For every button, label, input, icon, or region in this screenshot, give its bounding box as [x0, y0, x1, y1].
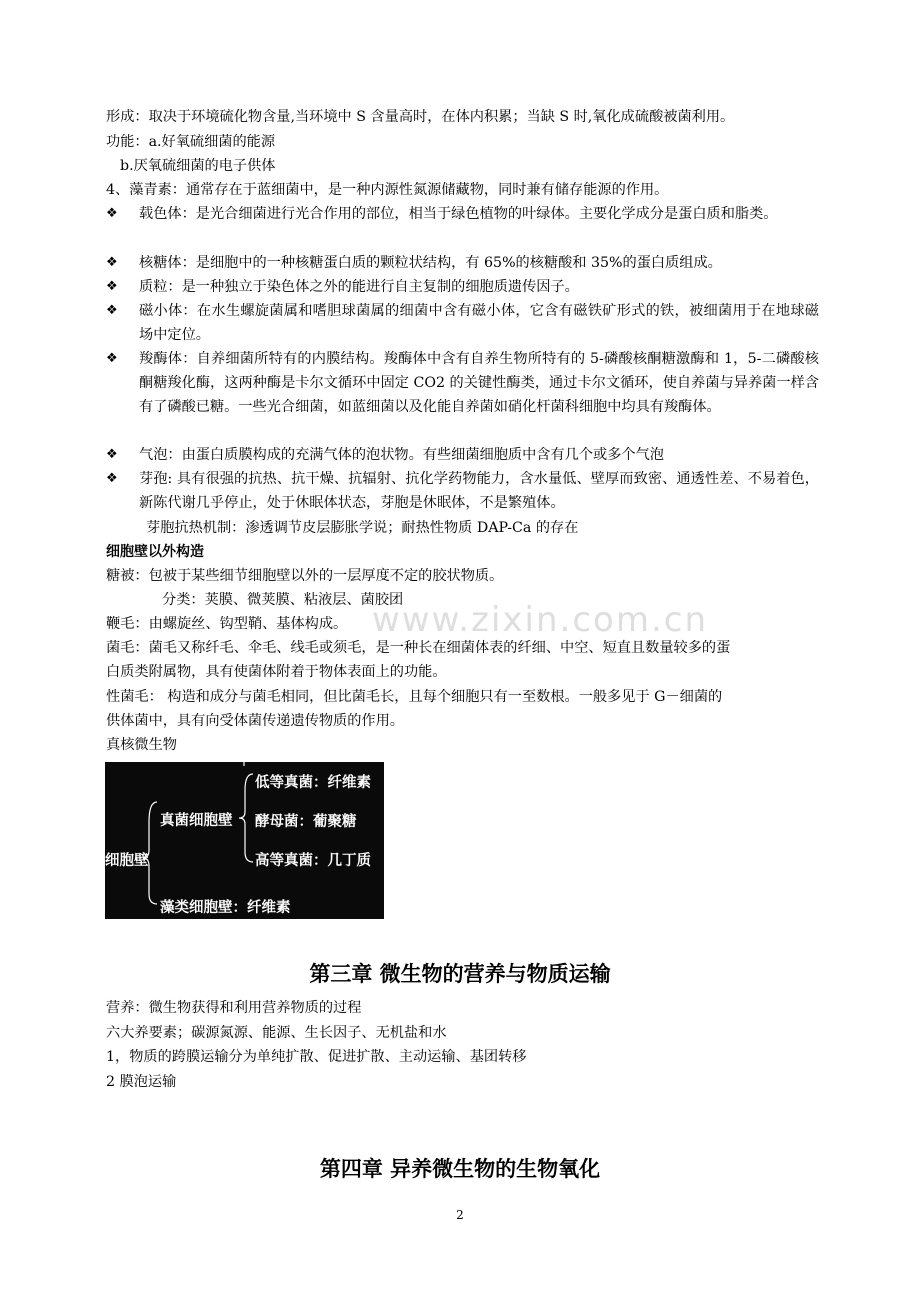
text-function: 功能：a.好氧硫细菌的能源: [106, 134, 276, 150]
bullet-text: 磁小体：在水生螺旋菌属和嗜胆球菌属的细菌中含有磁小体，它含有磁铁矿形式的铁，被细菌用于在地球磁场中定位。: [139, 303, 819, 344]
text-formation: 形成：取决于环境硫化物含量,当环境中 S 含量高时，在体内积累；当缺 S 时,氧化成硫酸被菌利用。: [106, 109, 735, 125]
diamond-bullet-icon: ❖: [106, 279, 118, 294]
text-function-b: b.厌氧硫细菌的电子供体: [120, 158, 276, 174]
list-item-ribosome: [106, 251, 818, 275]
watermark: www.zixin.com.cn: [372, 600, 708, 640]
page-number: 2: [456, 1208, 464, 1222]
text-vesicle-transport: 2 膜泡运输: [106, 1074, 177, 1090]
diagram-fungi: 真菌细胞壁: [160, 813, 233, 829]
diagram-yeast: 酵母菌：葡聚糖: [255, 814, 357, 830]
list-item-chromatophore: [106, 202, 818, 250]
diagram-lower-fungi: 低等真菌：纤维素: [255, 775, 371, 791]
diamond-bullet-icon: ❖: [106, 351, 118, 366]
list-item-gas-vesicle: [106, 443, 818, 467]
text-sex-pili: 性菌毛： 构造和成分与菌毛相同，但比菌毛长，且每个细胞只有一至数根。一般多见于 G－细菌的: [106, 689, 723, 705]
diamond-bullet-icon: ❖: [106, 255, 118, 270]
diagram-algae: 藻类细胞壁：纤维素: [160, 900, 291, 916]
diamond-bullet-icon: ❖: [106, 447, 118, 462]
bullet-text: 质粒：是一种独立于染色体之外的能进行自主复制的细胞质遗传因子。: [139, 279, 579, 295]
text-spore-mechanism: 芽胞抗热机制：渗透调节皮层膨胀学说；耐热性物质 DAP-Ca 的存在: [146, 520, 579, 536]
text-cyanophycin: 4、藻青素：通常存在于蓝细菌中，是一种内源性氮源储藏物，同时兼有储存能源的作用。: [106, 182, 669, 198]
chapter-4-title: 第四章 异养微生物的生物氧化: [319, 1157, 601, 1181]
text-fimbriae: 菌毛：菌毛又称纤毛、伞毛、线毛或须毛，是一种长在细菌体表的纤细、中空、短直且数量较多的蛋: [106, 640, 731, 656]
diagram-root: 细胞壁: [105, 853, 149, 869]
diamond-bullet-icon: ❖: [106, 206, 118, 221]
diagram-higher-fungi: 高等真菌：几丁质: [255, 853, 371, 869]
text-capsule: 糖被：包被于某些细节细胞壁以外的一层厚度不定的胶状物质。: [106, 568, 504, 584]
diamond-bullet-icon: ❖: [106, 471, 118, 486]
list-item-spore: [106, 467, 818, 515]
list-item-plasmid: [106, 275, 818, 299]
bullet-text: 芽孢: 具有很强的抗热、抗干燥、抗辐射、抗化学药物能力，含水量低、壁厚而致密、通透性差、不易着色，新陈代谢几乎停止，处于休眠体状态，芽胞是休眠体，不是繁殖体。: [139, 471, 819, 512]
text-sex-pili-cont: 供体菌中，具有向受体菌传递遗传物质的作用。: [106, 713, 404, 729]
chapter-3-title: 第三章 微生物的营养与物质运输: [309, 962, 611, 986]
bullet-text: 核糖体：是细胞中的一种核糖蛋白质的颗粒状结构，有 65%的核糖酸和 35%的蛋白质组成。: [139, 255, 722, 271]
text-fimbriae-cont: 白质类附属物，具有使菌体附着于物体表面上的功能。: [106, 664, 447, 680]
diamond-bullet-icon: ❖: [106, 303, 118, 318]
section-heading: 细胞壁以外构造: [106, 544, 204, 560]
bullet-text: 载色体：是光合细菌进行光合作用的部位，相当于绿色植物的叶绿体。主要化学成分是蛋白质和脂类。: [139, 206, 778, 222]
cell-wall-diagram: [105, 762, 384, 919]
text-capsule-types: 分类：荚膜、微荚膜、粘液层、菌胶团: [162, 592, 404, 608]
text-transport: 1，物质的跨膜运输分为单纯扩散、促进扩散、主动运输、基团转移: [106, 1049, 527, 1065]
bullet-text: 羧酶体：自养细菌所特有的内膜结构。羧酶体中含有自养生物所特有的 5-磷酸核酮糖激酶和 1，5-二磷酸核酮糖羧化酶，这两种酶是卡尔文循环中固定 CO2 的关键性酶类，通过卡尔文循环，使自养菌与异养菌一样含有了磷酸已糖。一些光合细菌，如蓝细菌以及化能自养菌如硝化杆菌科细胞中均具有羧酶体。: [139, 351, 819, 416]
text-nutrition: 营养：微生物获得和利用营养物质的过程: [106, 1000, 362, 1016]
list-item-carboxysome: [106, 347, 818, 443]
list-item-magnetosome: [106, 299, 818, 347]
text-eukaryote: 真核微生物: [106, 737, 177, 753]
text-flagella: 鞭毛：由螺旋丝、钩型鞘、基体构成。: [106, 616, 348, 632]
bullet-text: 气泡：由蛋白质膜构成的充满气体的泡状物。有些细菌细胞质中含有几个或多个气泡: [139, 447, 664, 463]
text-six-elements: 六大养要素；碳源氮源、能源、生长因子、无机盐和水: [106, 1025, 447, 1041]
